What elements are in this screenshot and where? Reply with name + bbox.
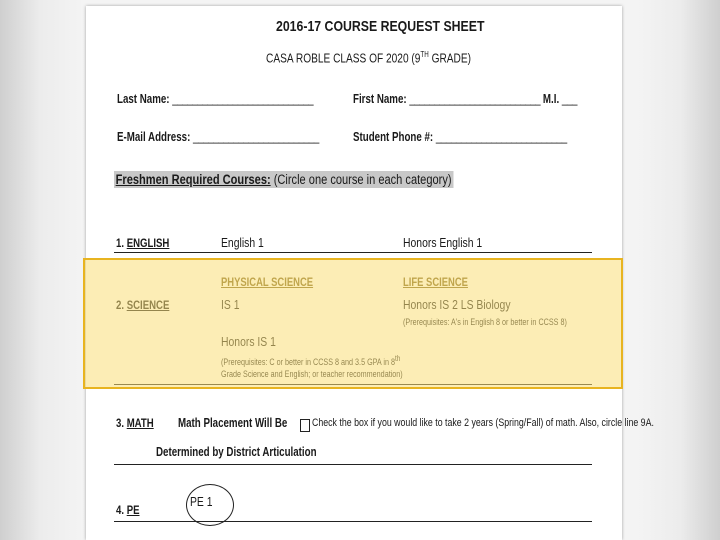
- email-field[interactable]: [117, 130, 319, 144]
- mi-line: ___: [561, 92, 578, 106]
- section-heading-bold: Freshmen Required Courses:: [115, 172, 271, 187]
- pe-option-1[interactable]: PE 1: [190, 494, 213, 509]
- last-name-label: Last Name:: [117, 92, 170, 106]
- last-name-line: ____________________________: [172, 92, 314, 106]
- section-heading: [114, 171, 453, 188]
- first-name-line: __________________________: [409, 92, 541, 106]
- divider: [114, 252, 592, 253]
- math-name: MATH: [126, 416, 154, 430]
- subtitle-end: GRADE): [428, 50, 472, 66]
- math-placement-label: Math Placement Will Be: [178, 416, 288, 430]
- math-determined-text: Determined by District Articulation: [156, 445, 317, 459]
- divider: [114, 521, 592, 522]
- mi-label: M.I.: [542, 92, 560, 106]
- sheet-title: 2016-17 COURSE REQUEST SHEET: [276, 18, 485, 35]
- english-row-label: [116, 236, 169, 250]
- section-heading-rest: (Circle one course in each category): [270, 172, 452, 187]
- subtitle-main: CASA ROBLE CLASS OF 2020 (9: [266, 50, 421, 66]
- math-number: 3.: [116, 416, 125, 430]
- two-years-math-checkbox[interactable]: [300, 419, 310, 432]
- science-highlight-box: [83, 258, 623, 389]
- english-number: 1.: [116, 236, 125, 250]
- sheet-subtitle: [266, 50, 471, 65]
- math-row-label: [116, 416, 154, 430]
- last-name-field[interactable]: [117, 92, 313, 106]
- english-option-2[interactable]: Honors English 1: [403, 235, 483, 250]
- divider: [114, 464, 592, 465]
- subtitle-superscript: TH: [420, 50, 429, 59]
- first-name-field[interactable]: [353, 92, 577, 106]
- first-name-label: First Name:: [353, 92, 407, 106]
- email-line: _________________________: [193, 130, 319, 144]
- pe-name: PE: [126, 503, 140, 517]
- english-option-1[interactable]: English 1: [221, 235, 264, 250]
- phone-label: Student Phone #:: [353, 130, 434, 144]
- email-label: E-Mail Address:: [117, 130, 191, 144]
- math-checkbox-text: Check the box if you would like to take 2 years (Spring/Fall) of math. Also, circle line 9A.: [312, 417, 654, 429]
- phone-field[interactable]: [353, 130, 567, 144]
- pe-number: 4.: [116, 503, 125, 517]
- phone-line: __________________________: [435, 130, 567, 144]
- pe-row-label: [116, 503, 140, 517]
- english-name: ENGLISH: [126, 236, 170, 250]
